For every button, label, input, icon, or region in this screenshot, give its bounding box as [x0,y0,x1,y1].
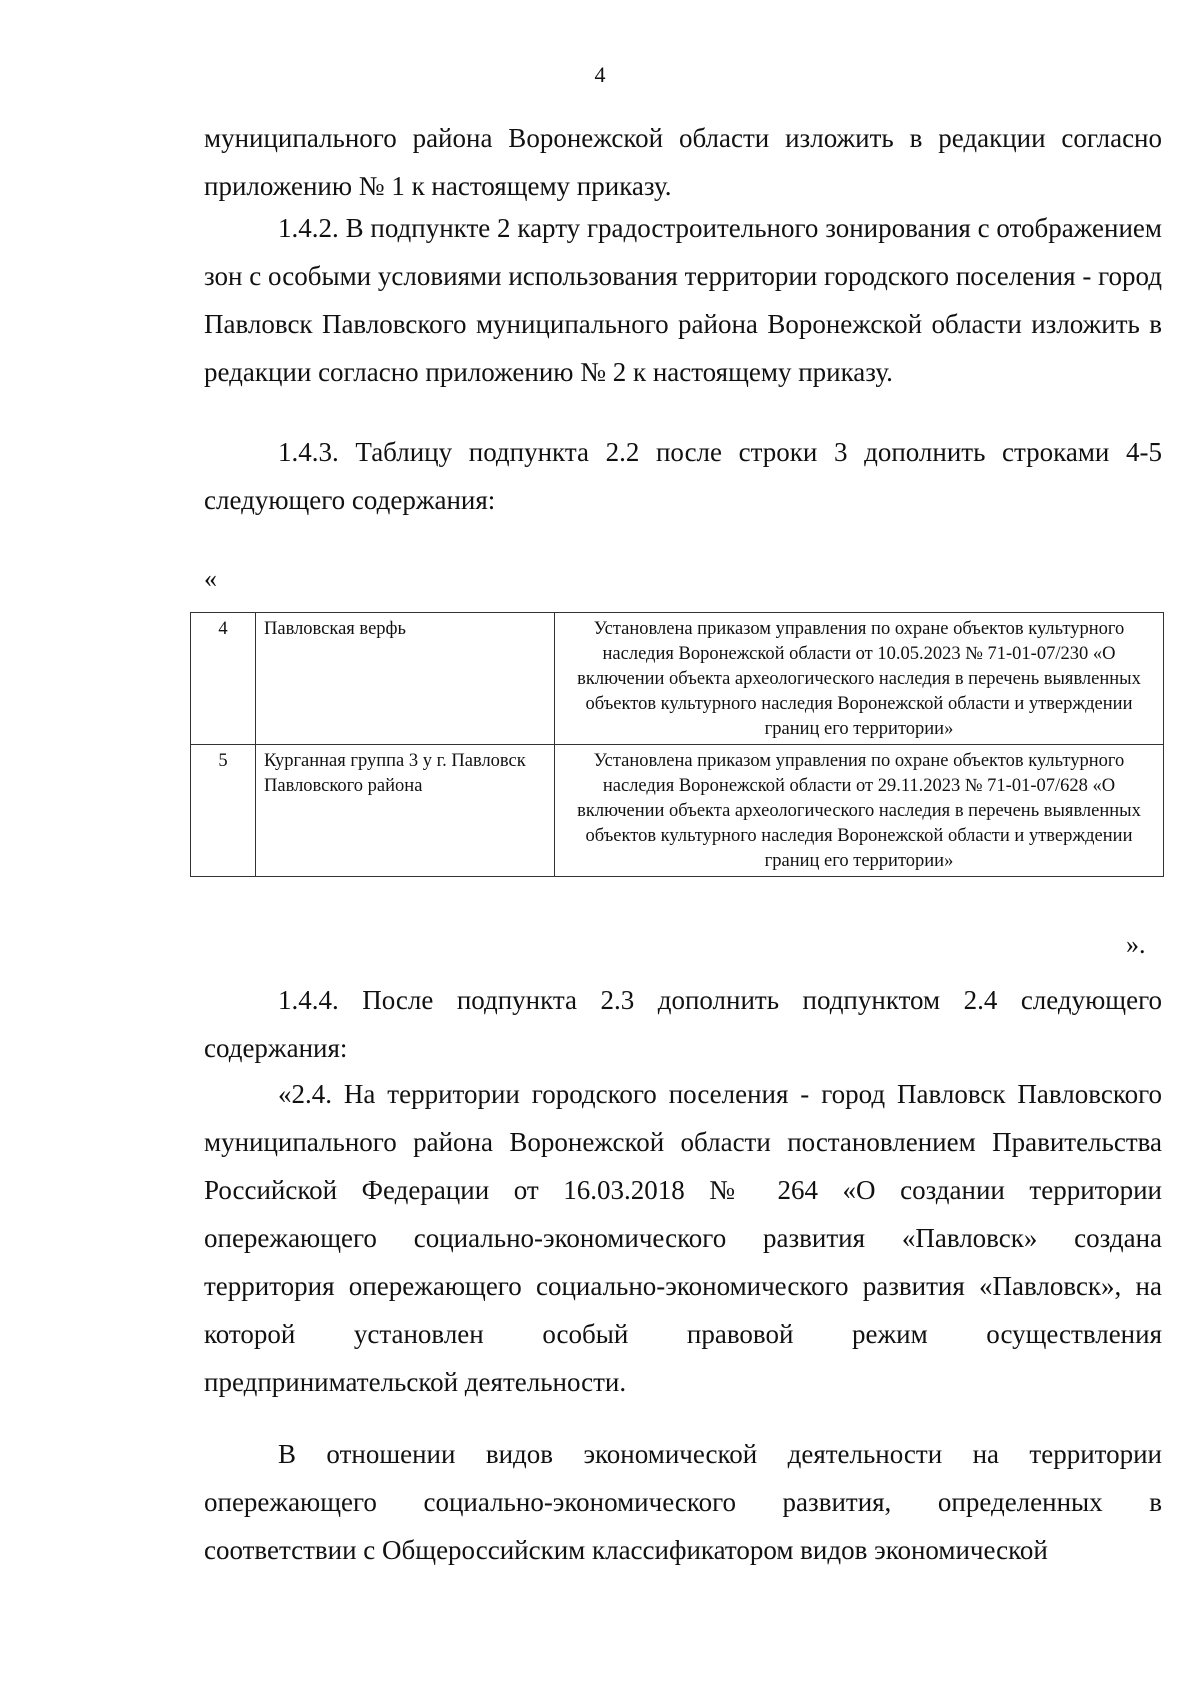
legal-basis: Установлена приказом управления по охране объектов культурного наследия Воронежской области от 29.11.2023 № 71-01-07/628 «О включении объекта археологического наследия в перечень выявленных объектов культурного наследия Воронежской области и утверждении границ его территории» [555,745,1164,877]
object-name: Курганная группа 3 у г. Павловск Павловского района [256,745,555,877]
paragraph-1-4-3: 1.4.3. Таблицу подпункта 2.2 после строки 3 дополнить строками 4-5 следующего содержания: [204,437,1162,515]
paragraph-1-4-4: 1.4.4. После подпункта 2.3 дополнить подпунктом 2.4 следующего содержания: [204,985,1162,1063]
table-row [191,613,1164,745]
paragraph-economic-activity: В отношении видов экономической деятельности на территории опережающего социально-экономического развития, определенных в соответствии с Общероссийским классификатором видов экономической [204,1439,1162,1565]
table-open-quote: « [204,564,217,593]
paragraph-2-4: «2.4. На территории городского поселения - город Павловск Павловского муниципального района Воронежской области постановлением Правительства Российской Федерации от 16.03.2018 № 264 «О создании территории опережающего социально-экономического развития «Павловск» создана территория опережающего социально-экономического развития «Павловск», на которой установлен особый правовой режим осуществления предпринимательской деятельности. [204,1079,1162,1397]
table-row [191,745,1164,877]
page-number: 4 [594,62,606,87]
legal-basis: Установлена приказом управления по охране объектов культурного наследия Воронежской области от 10.05.2023 № 71-01-07/230 «О включении объекта археологического наследия в перечень выявленных объектов культурного наследия Воронежской области и утверждении границ его территории» [555,613,1164,745]
row-number: 5 [191,745,256,877]
addition-table [190,612,1164,877]
paragraph-1-4-2: 1.4.2. В подпункте 2 карту градостроительного зонирования с отображением зон с особыми условиями использования территории городского поселения - город Павловск Павловского муниципального района Воронежской области изложить в редакции согласно приложению № 2 к настоящему приказу. [204,213,1162,387]
paragraph-1: муниципального района Воронежской области изложить в редакции согласно приложению № 1 к настоящему приказу. [204,123,1162,201]
row-number: 4 [191,613,256,745]
table-close-quote: ». [1126,930,1146,959]
object-name: Павловская верфь [256,613,555,745]
